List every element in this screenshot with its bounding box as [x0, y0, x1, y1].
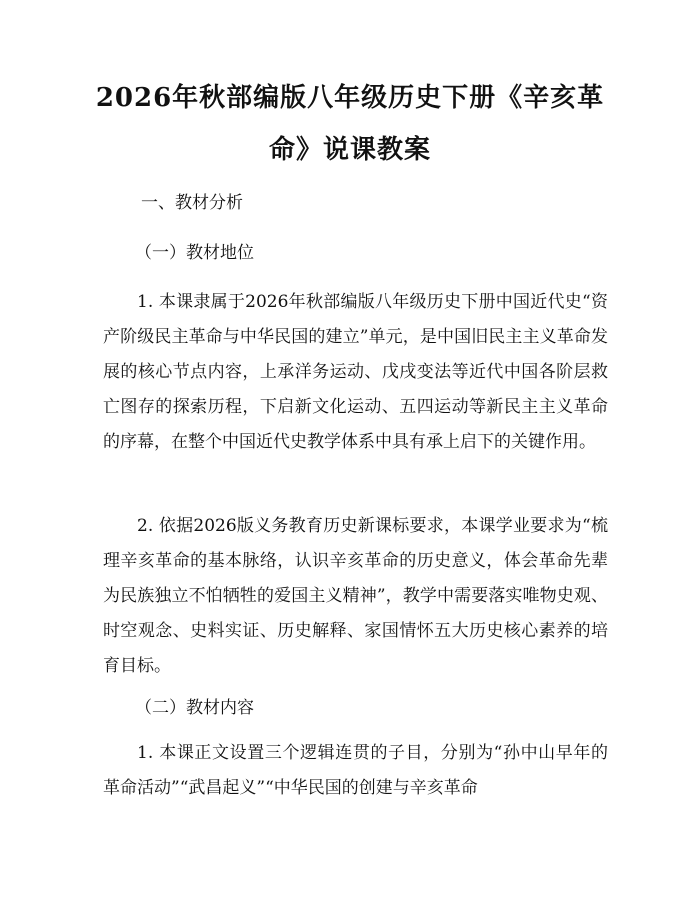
paragraph-textbook-content-1: 1. 本课正文设置三个逻辑连贯的子目，分别为“孙中山早年的革命活动”“武昌起义”“中华民国的创建与辛亥革命	[103, 743, 608, 798]
subsection-heading-textbook-content: （二）教材内容	[135, 698, 254, 718]
paragraph-textbook-position-2: 2. 依据2026版义务教育历史新课标要求，本课学业要求为“梳理辛亥革命的基本脉络，认识辛亥革命的历史意义，体会革命先辈为民族独立不怕牺牲的爱国主义精神”，教学中需要落实唯物史观、时空观念、史料实证、历史解释、家国情怀五大历史核心素养的培育目标。	[103, 516, 608, 676]
document-title: 2026年秋部编版八年级历史下册《辛亥革命》说课教案	[95, 83, 605, 165]
paragraph-textbook-position-1: 1. 本课隶属于2026年秋部编版八年级历史下册中国近代史“资产阶级民主革命与中华民国的建立”单元，是中国旧民主主义革命发展的核心节点内容，上承洋务运动、戊戌变法等近代中国各阶层救亡图存的探索历程，下启新文化运动、五四运动等新民主主义革命的序幕，在整个中国近代史教学体系中具有承上启下的关键作用。	[103, 292, 608, 452]
section-heading-textbook-analysis: 一、教材分析	[141, 193, 243, 213]
subsection-heading-textbook-position: （一）教材地位	[135, 243, 254, 263]
